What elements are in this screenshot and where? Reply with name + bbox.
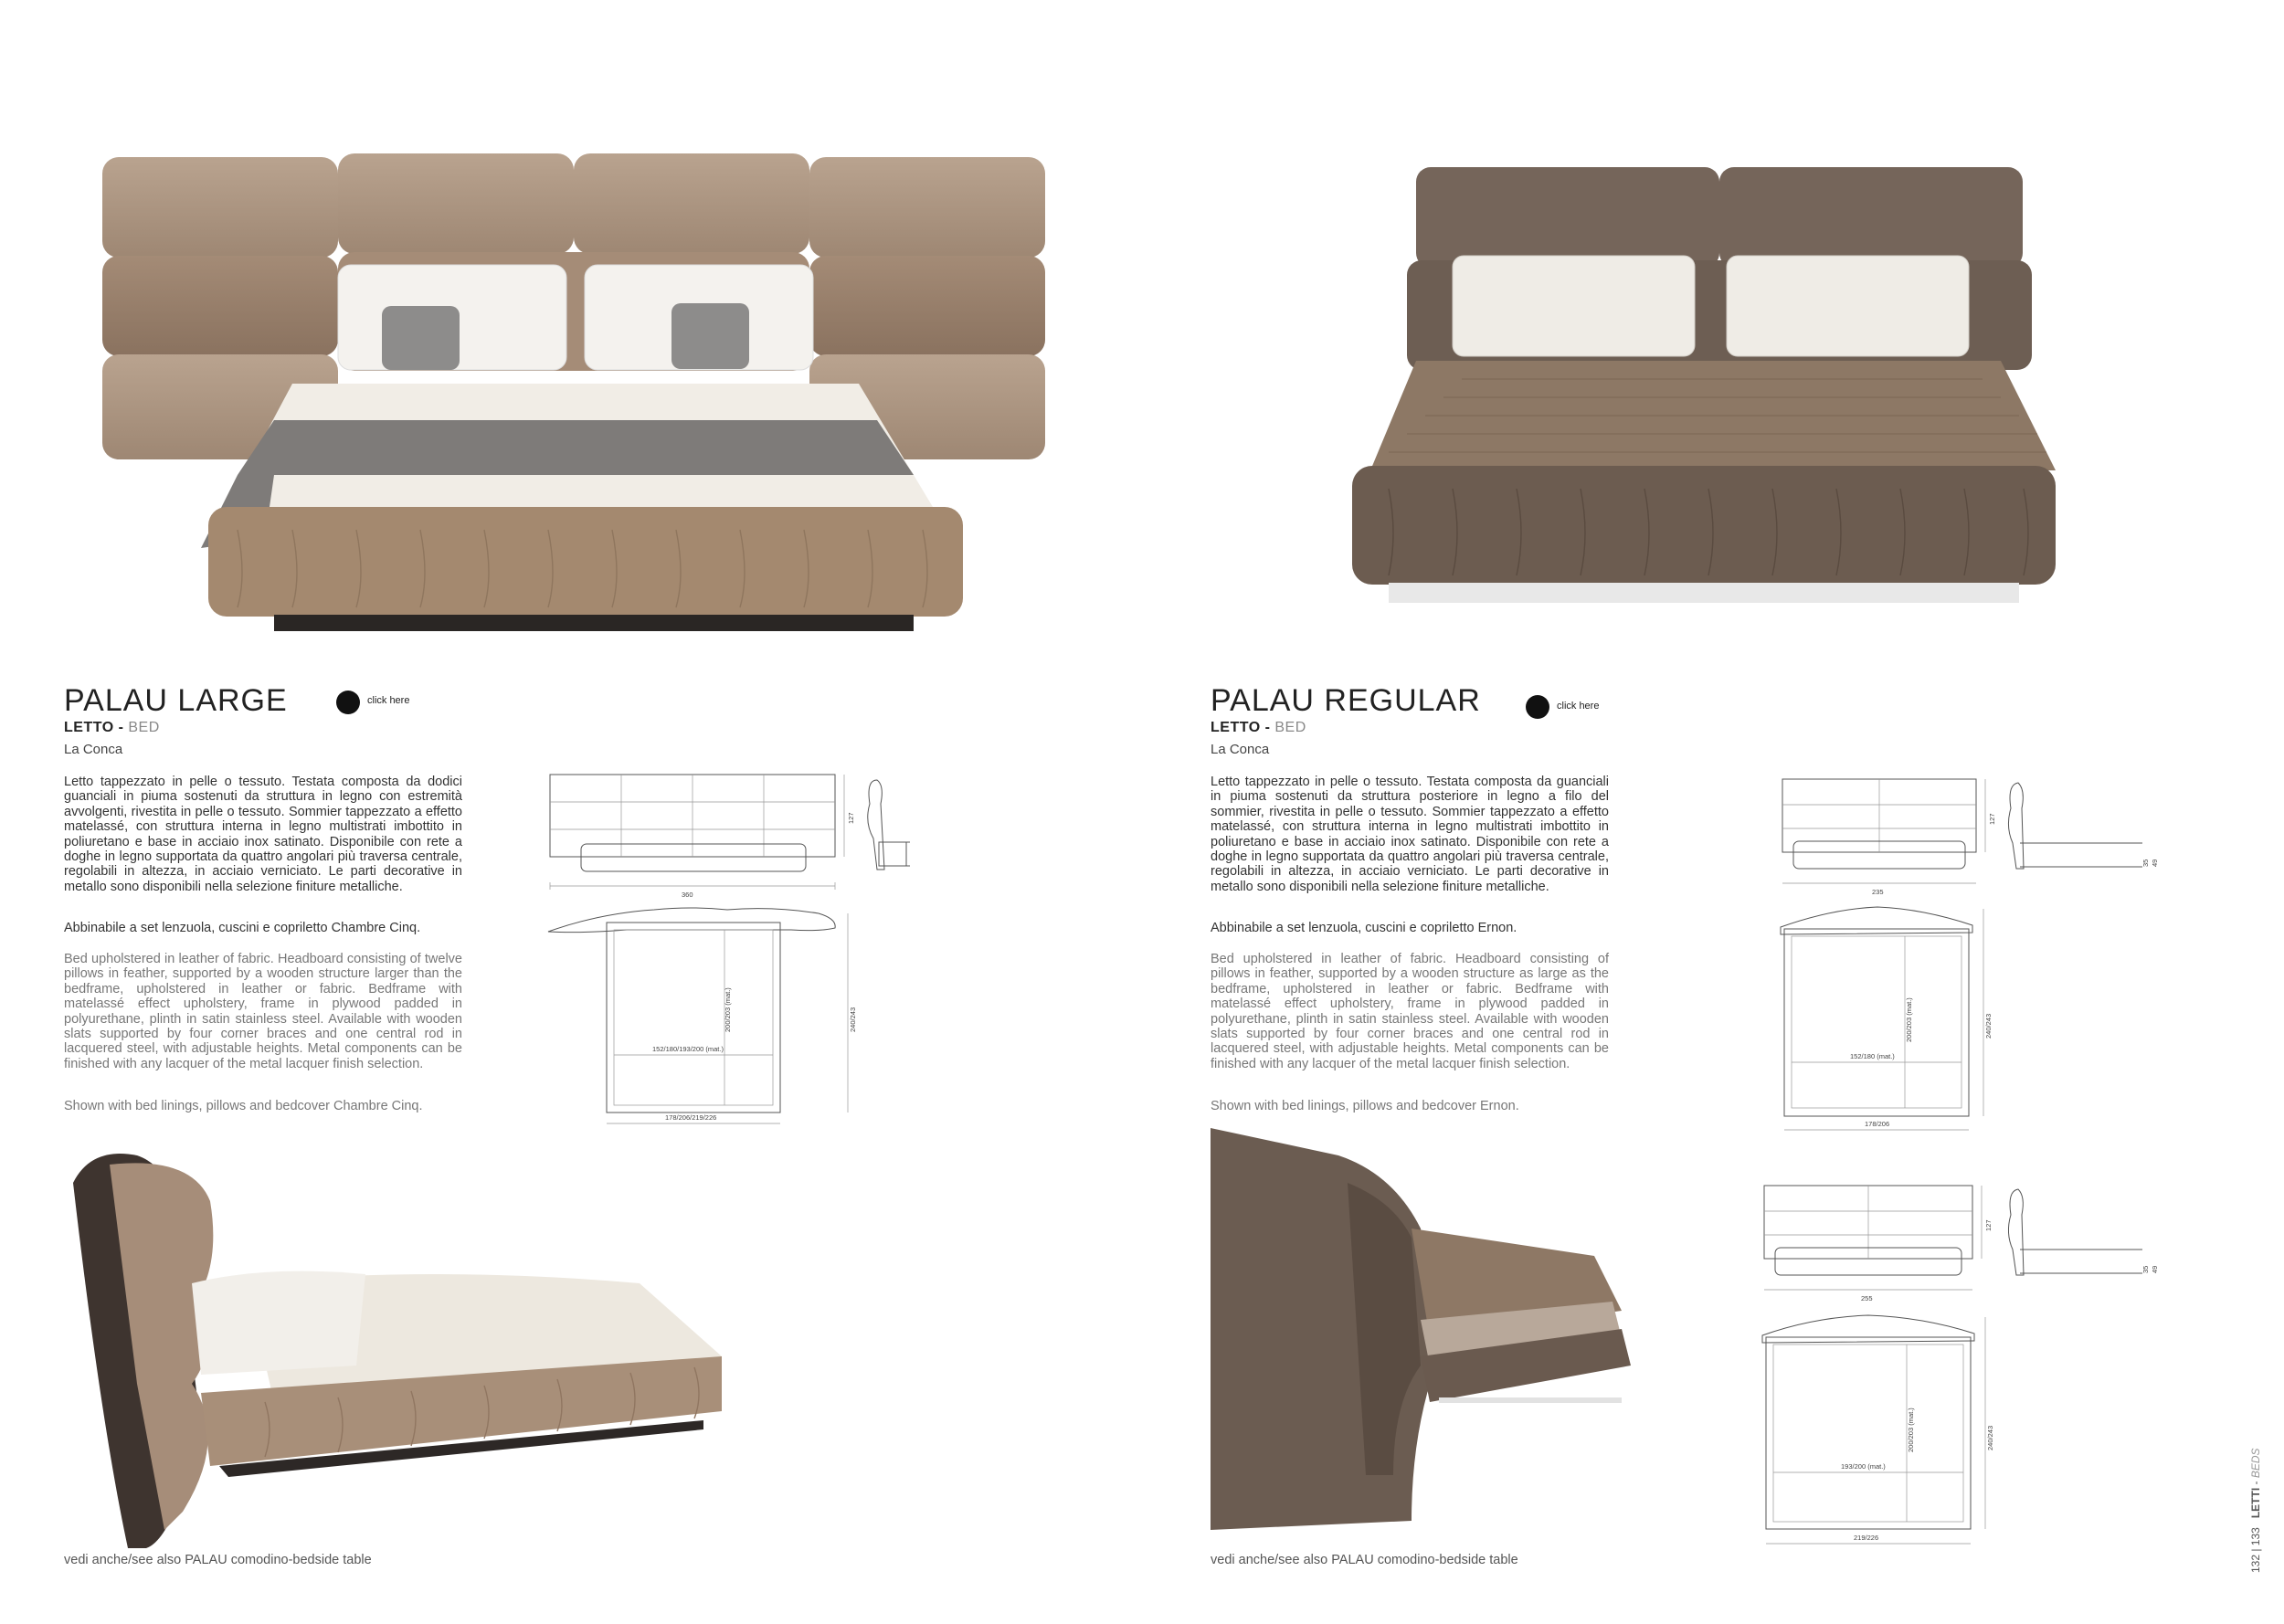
plan-view <box>548 908 857 1123</box>
section-sep: - <box>2249 1478 2262 1488</box>
page-section-tab <box>2249 1448 2262 1573</box>
product-type <box>1211 720 1306 736</box>
palau-regular-technical-drawing-b <box>1759 1178 2161 1562</box>
matching-set-it: Abbinabile a set lenzuola, cuscini e copriletto Chambre Cinq. <box>64 921 421 935</box>
palau-regular-side-photo <box>1211 1128 1640 1539</box>
dim-front-width: 360 <box>682 891 693 899</box>
dim-side-a: 35 <box>2141 859 2150 867</box>
product-type <box>64 720 160 736</box>
dim-height: 127 <box>1988 813 1996 825</box>
dim-plan-width: 178/206 <box>1865 1120 1890 1128</box>
dim-plan-inner-length: 200/203 (mat.) <box>1905 997 1913 1042</box>
front-elevation <box>550 775 855 899</box>
dim-plan-width: 178/206/219/226 <box>665 1113 717 1122</box>
click-here-button[interactable] <box>336 691 360 714</box>
section-it: LETTI <box>2249 1487 2262 1519</box>
description-it: Letto tappezzato in pelle o tessuto. Testata composta da dodici guanciali in piuma sostenuti da struttura in legno con estremità avvolgenti, rivestita in pelle o tessuto. Sommier tappezzato a effetto matelassé, con struttura interna in legno multistrati imbottito in poliuretano e base in acciaio inox satinato. Disponibile con rete a doghe in legno supportata da quattro angolari più traversa centrale, regolabili in altezza, in acciaio verniciato. Le parti decorative in metallo sono disponibili nella selezione finiture metalliche. <box>64 775 462 894</box>
matching-set-en: Shown with bed linings, pillows and bedcover Chambre Cinq. <box>64 1099 423 1113</box>
product-title: PALAU REGULAR <box>1211 683 1481 718</box>
dim-plan-inner-length: 200/203 (mat.) <box>1907 1408 1915 1452</box>
dim-side-b: 49 <box>2151 1265 2159 1273</box>
dim-side-b: 49 <box>2151 859 2159 867</box>
product-type-en: BED <box>1274 720 1306 735</box>
dim-plan-length: 240/243 <box>849 1007 857 1032</box>
product-type-it: LETTO <box>1211 720 1261 735</box>
dim-plan-inner-width: 152/180/193/200 (mat.) <box>652 1045 724 1053</box>
click-here-label[interactable]: click here <box>1557 701 1600 712</box>
product-maker: La Conca <box>64 742 123 757</box>
description-en: Bed upholstered in leather of fabric. Headboard consisting of twelve pillows in feather, supported by a wooden structure larger than the bedframe, upholstered in leather or fabric. Bedframe with matelassé effect upholstery, frame in plywood padded in polyurethane, plinth in satin stainless steel. Available with wooden slats supported by four corner braces and one central rod in lacquered steel, with adjustable heights. Metal components can be finished with any lacquer of the metal lacquer finish selection. <box>64 952 462 1071</box>
product-maker: La Conca <box>1211 742 1270 757</box>
side-elevation <box>868 780 910 870</box>
description-en: Bed upholstered in leather of fabric. Headboard consisting of pillows in feather, supported by a wooden structure as large as the bedframe, upholstered in leather or fabric. Bedframe with matelassé effect upholstery, frame in plywood padded in polyurethane, plinth in satin stainless steel. Available with wooden slats supported by four corner braces and one central rod in lacquered steel, with adjustable heights. Metal components can be finished with any lacquer of the metal lacquer finish selection. <box>1211 952 1609 1071</box>
dim-plan-inner-length: 200/203 (mat.) <box>724 987 732 1032</box>
palau-regular-technical-drawing-a <box>1777 772 2161 1137</box>
description-it: Letto tappezzato in pelle o tessuto. Testata composta da guanciali in piuma sostenuti da struttura posteriore in legno a filo del sommier, rivestita in pelle o tessuto. Sommier tappezzato a effetto matelassé, con struttura interna in legno multistrati imbottito in poliuretano e base in acciaio inox satinato. Disponibile con rete a doghe in legno supportata da quattro angolari più traversa centrale, regolabili in altezza, in acciaio verniciato. Le parti decorative in metallo sono disponibili nella selezione finiture metalliche. <box>1211 775 1609 894</box>
matching-set-it: Abbinabile a set lenzuola, cuscini e copriletto Ernon. <box>1211 921 1517 935</box>
palau-large-side-photo <box>64 1146 795 1557</box>
palau-regular-front-photo <box>1325 160 2083 635</box>
dim-side-a: 35 <box>2141 1265 2150 1273</box>
product-type-sep: - <box>113 720 129 735</box>
click-here-label[interactable]: click here <box>367 695 410 706</box>
see-also-right: vedi anche/see also PALAU comodino-bedside table <box>1211 1553 1518 1567</box>
product-type-it: LETTO <box>64 720 114 735</box>
page-numbers: 132 | 133 <box>2249 1527 2262 1573</box>
dim-plan-length: 240/243 <box>1986 1425 1994 1450</box>
dim-plan-width: 219/226 <box>1854 1534 1879 1542</box>
palau-large-technical-drawing <box>545 767 910 1133</box>
dim-front-width: 235 <box>1872 888 1884 896</box>
section-en: BEDS <box>2249 1448 2262 1479</box>
dim-height: 127 <box>1984 1219 1993 1231</box>
dim-plan-length: 240/243 <box>1984 1013 1993 1039</box>
click-here-button[interactable] <box>1526 695 1549 719</box>
product-title: PALAU LARGE <box>64 683 288 718</box>
palau-large-front-photo <box>91 146 1060 644</box>
product-type-sep: - <box>1260 720 1275 735</box>
dim-plan-inner-width: 152/180 (mat.) <box>1850 1052 1895 1060</box>
see-also-left: vedi anche/see also PALAU comodino-bedside table <box>64 1553 372 1567</box>
matching-set-en: Shown with bed linings, pillows and bedcover Ernon. <box>1211 1099 1519 1113</box>
product-type-en: BED <box>128 720 160 735</box>
dim-front-width: 255 <box>1861 1294 1873 1302</box>
dim-plan-inner-width: 193/200 (mat.) <box>1841 1462 1886 1471</box>
dim-height: 127 <box>847 812 855 824</box>
